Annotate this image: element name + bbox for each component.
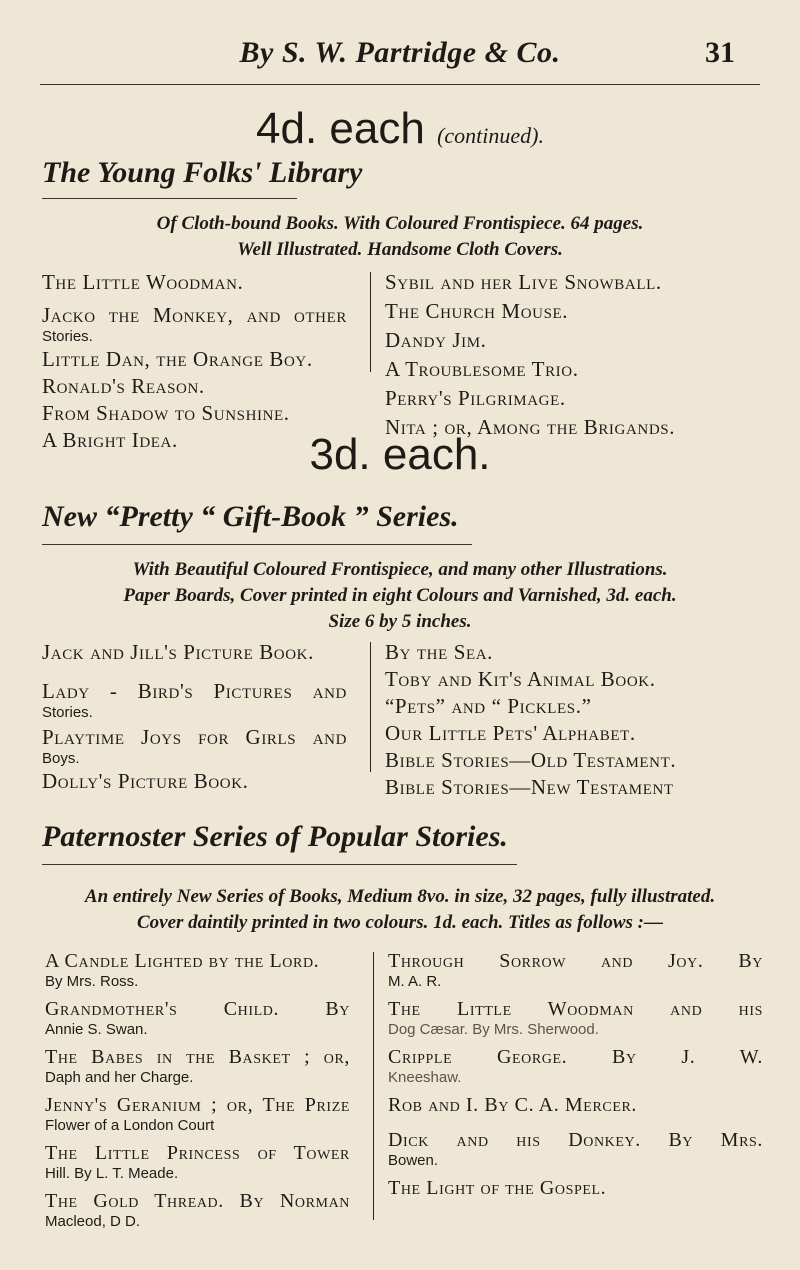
book-title: The Light of the Gospel. (388, 1177, 607, 1199)
book-title: The Babes in the Basket ; or, (45, 1046, 350, 1068)
series-description-line-2: Paper Boards, Cover printed in eight Colours and Varnished, 3d. each. (123, 585, 677, 606)
running-head: By S. W. Partridge & Co. (239, 36, 561, 69)
header-rule (40, 84, 760, 85)
series-underline (42, 198, 297, 199)
book-title: By the Sea. (385, 640, 494, 664)
price-label: 4d. each (256, 104, 425, 153)
book-author: Flower of a London Court (45, 1117, 215, 1134)
book-title: From Shadow to Sunshine. (42, 401, 290, 425)
book-title: The Church Mouse. (385, 299, 569, 323)
book-author: Annie S. Swan. (45, 1021, 148, 1038)
book-title: Through Sorrow and Joy. By (388, 950, 763, 972)
book-title-continued: Stories. (42, 328, 93, 345)
book-title: A Candle Lighted by the Lord. (45, 950, 320, 972)
series-title-paternoster: Paternoster Series of Popular Stories. (42, 820, 508, 853)
book-list-right (388, 950, 763, 1200)
page-number: 31 (705, 36, 735, 69)
series-description-line-2: Cover daintily printed in two colours. 1d. each. Titles as follows :— (136, 912, 664, 933)
series-description-line-3: Size 6 by 5 inches. (328, 611, 472, 632)
book-title: The Gold Thread. By Norman (45, 1190, 350, 1212)
book-author: Kneeshaw. (388, 1069, 462, 1086)
series-title-young-folks: The Young Folks' Library (42, 156, 363, 189)
book-title: Rob and I. By C. A. Mercer. (388, 1094, 638, 1116)
book-title: The Little Princess of Tower (45, 1142, 350, 1164)
book-author: Dog Cæsar. By Mrs. Sherwood. (388, 1021, 599, 1038)
book-title: Lady - Bird's Pictures and (42, 679, 347, 703)
book-list-right (385, 270, 763, 440)
book-author: Bowen. (388, 1152, 439, 1169)
book-title: Cripple George. By J. W. (388, 1046, 763, 1068)
book-title: Playtime Joys for Girls and (42, 725, 347, 749)
book-title: Grandmother's Child. By (45, 998, 350, 1020)
book-title: Jenny's Geranium ; or, The Prize (45, 1094, 350, 1116)
book-title: Dick and his Donkey. By Mrs. (388, 1129, 763, 1151)
series-description-line-1: With Beautiful Coloured Frontispiece, and many other Illustrations. (132, 559, 668, 580)
column-divider (370, 272, 371, 372)
book-title: Little Dan, the Orange Boy. (42, 347, 313, 371)
book-title: Toby and Kit's Animal Book. (385, 667, 656, 691)
book-list-left (42, 640, 347, 794)
book-title: Jack and Jill's Picture Book. (42, 640, 314, 664)
column-divider (373, 952, 374, 1220)
book-title: Our Little Pets' Alphabet. (385, 721, 636, 745)
series-description-line-1: An entirely New Series of Books, Medium 8vo. in size, 32 pages, fully illustrated. (84, 886, 716, 907)
book-title: The Little Woodman and his (388, 998, 763, 1020)
book-title: A Bright Idea. (42, 428, 178, 452)
book-title: Ronald's Reason. (42, 374, 205, 398)
book-title: Jacko the Monkey, and other (42, 303, 347, 327)
book-author: Hill. By L. T. Meade. (45, 1165, 179, 1182)
book-title-continued: Stories. (42, 704, 93, 721)
price-heading-4d (0, 104, 800, 154)
book-author: Daph and her Charge. (45, 1069, 194, 1086)
book-title: Dandy Jim. (385, 328, 487, 352)
price-heading-3d: 3d. each. (309, 430, 491, 479)
series-description-line-1: Of Cloth-bound Books. With Coloured Frontispiece. 64 pages. (156, 213, 644, 234)
book-title: The Little Woodman. (42, 270, 244, 294)
book-author: Macleod, D D. (45, 1213, 141, 1230)
book-title: “Pets” and “ Pickles.” (385, 694, 592, 718)
book-author: By Mrs. Ross. (45, 973, 139, 990)
book-list-right (385, 640, 763, 800)
series-underline (42, 544, 472, 545)
book-list-left (45, 950, 350, 1232)
book-title: Dolly's Picture Book. (42, 769, 249, 793)
book-title: Sybil and her Live Snowball. (385, 270, 662, 294)
book-title: Nita ; or, Among the Brigands. (385, 415, 676, 439)
book-title: Bible Stories—New Testament (385, 775, 674, 799)
book-title-continued: Boys. (42, 750, 80, 767)
book-title: Perry's Pilgrimage. (385, 386, 566, 410)
series-title-gift-book: New “Pretty “ Gift-Book ” Series. (42, 500, 459, 533)
price-note: (continued). (437, 123, 544, 148)
book-title: Bible Stories—Old Testament. (385, 748, 677, 772)
column-divider (370, 642, 371, 772)
book-title: A Troublesome Trio. (385, 357, 579, 381)
book-list-left (42, 270, 347, 453)
series-underline (42, 864, 517, 865)
book-author: M. A. R. (388, 973, 442, 990)
series-description-line-2: Well Illustrated. Handsome Cloth Covers. (237, 239, 563, 260)
